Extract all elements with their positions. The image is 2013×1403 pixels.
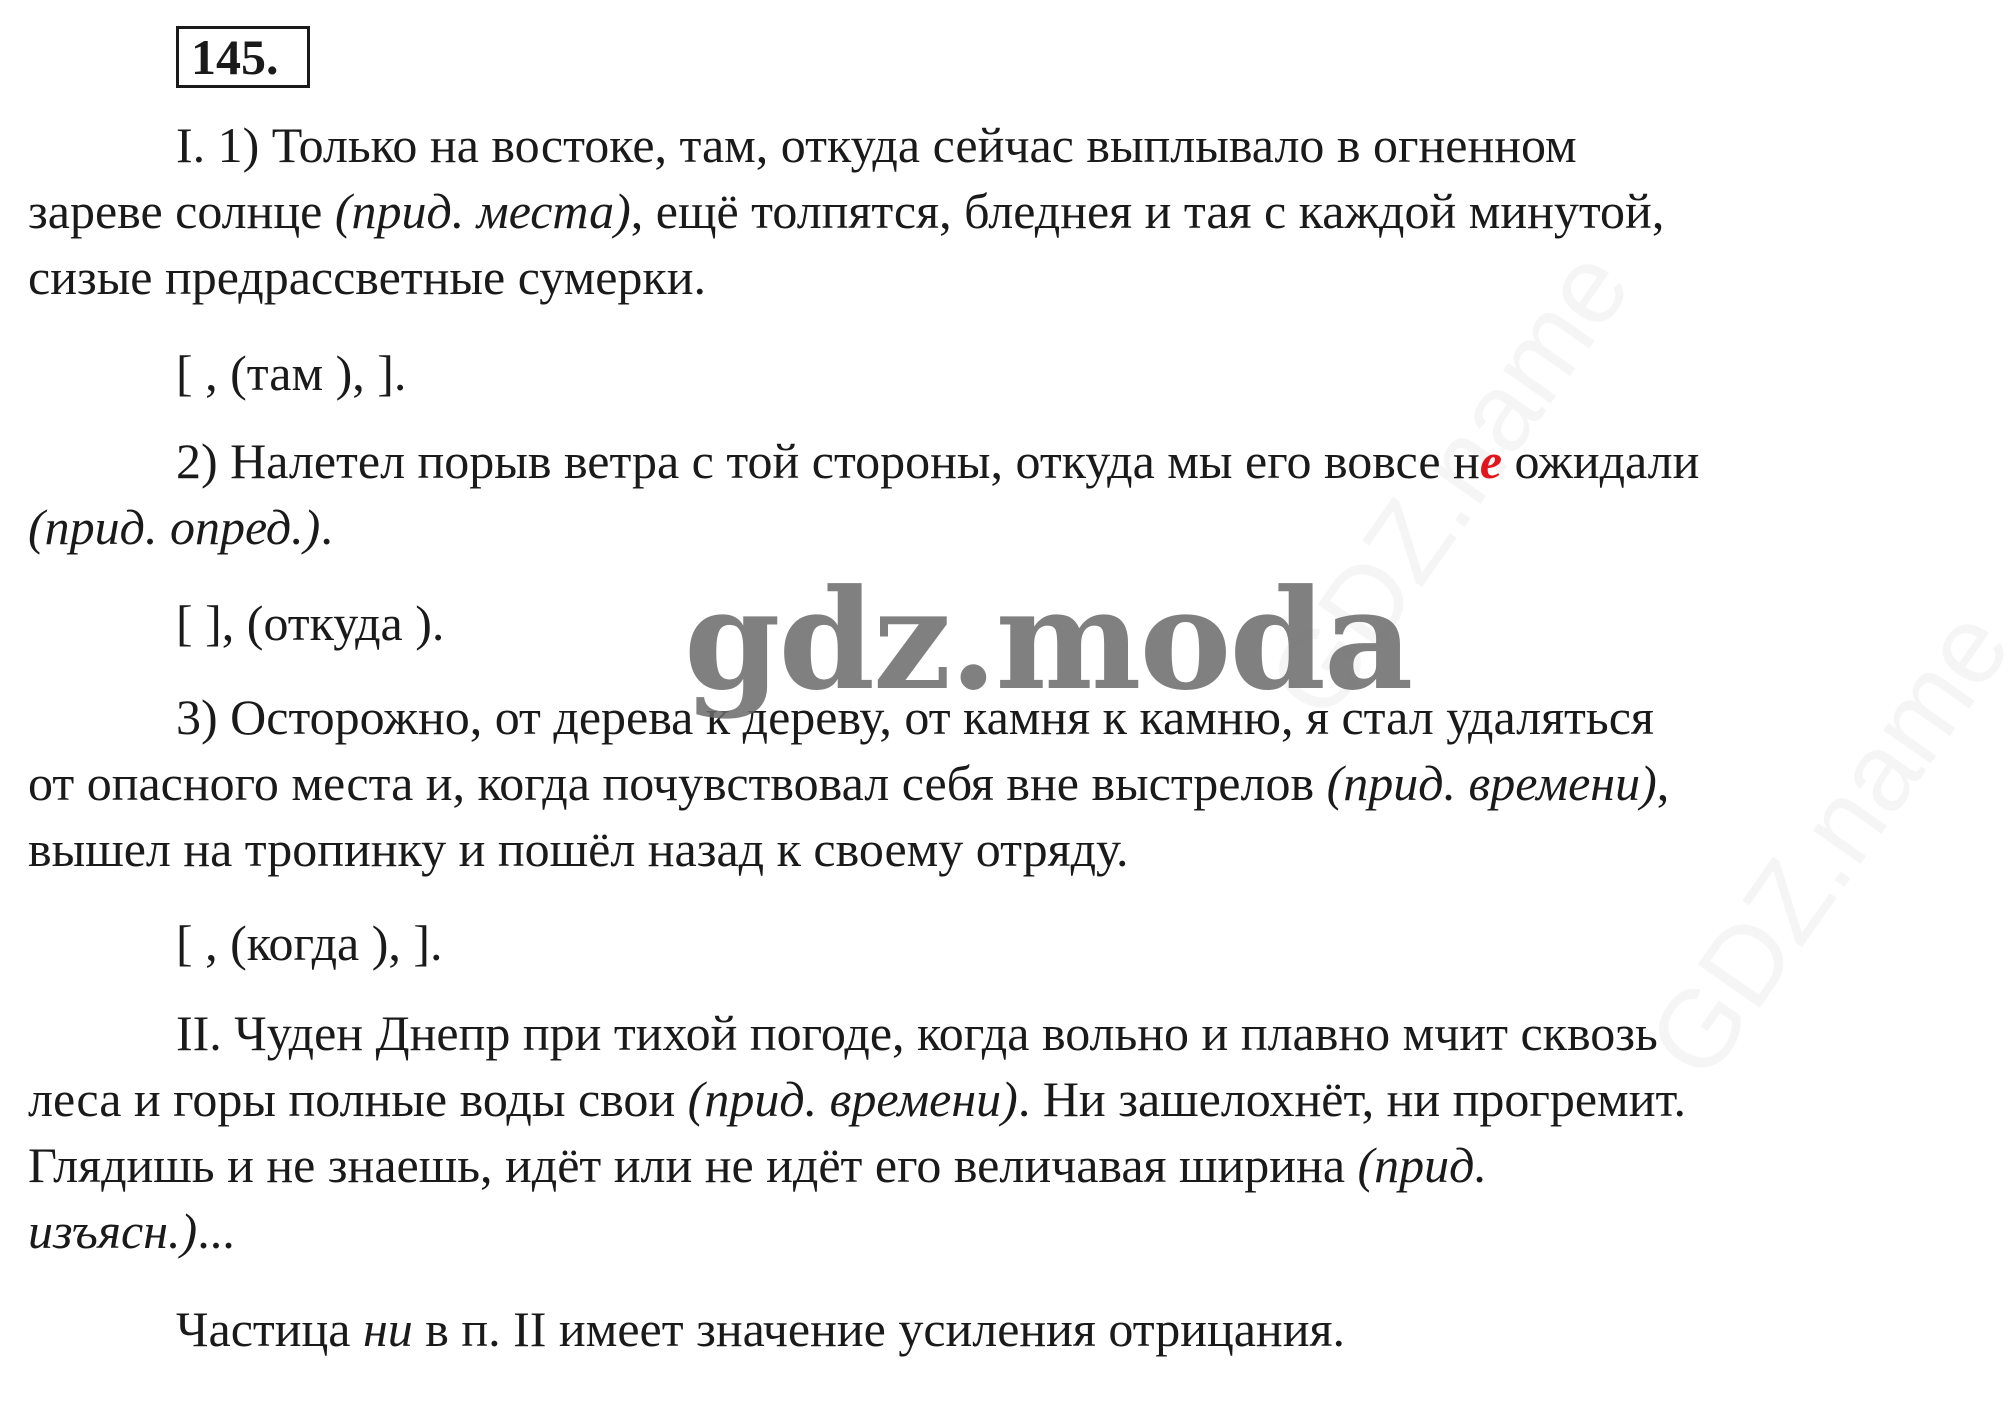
clause-annotation: (прид. времени) [687, 1071, 1018, 1127]
exercise-number: 145. [176, 26, 310, 88]
text-line [28, 1132, 1487, 1198]
sentence-scheme: [ ], (откуда ). [176, 595, 445, 651]
text-line: I. 1) Только на востоке, там, откуда сейчас выплывало в огненном [176, 117, 1577, 173]
text-line [28, 1066, 1686, 1132]
text-line: II. Чуден Днепр при тихой погоде, когда вольно и плавно мчит сквозь [176, 1005, 1658, 1061]
text-span: , ещё толпятся, бледнея и тая с каждой минутой, [630, 183, 1665, 239]
text-line: сизые предрассветные сумерки. [28, 249, 706, 305]
sentence-scheme: [ , (там ), ]. [176, 345, 407, 401]
site-watermark: gdz.moda [684, 558, 1412, 721]
text-span: . [320, 499, 333, 555]
text-line [28, 178, 1664, 244]
highlighted-letter: е [1479, 433, 1503, 489]
text-span: от опасного места и, когда почувствовал себя вне выстрелов [28, 755, 1327, 811]
text-line: вышел на тропинку и пошёл назад к своему отряду. [28, 821, 1129, 877]
text-span: ожидали [1502, 433, 1700, 489]
text-span: . Ни зашелохнёт, ни прогремит. [1017, 1071, 1687, 1127]
text-span: ... [197, 1203, 235, 1259]
text-line [28, 750, 1669, 816]
sentence-scheme: [ , (когда ), ]. [176, 915, 443, 971]
clause-annotation: (прид. [1357, 1137, 1487, 1193]
text-span: 2) Налетел порыв ветра с той стороны, откуда мы его вовсе н [176, 433, 1480, 489]
particle-word: ни [362, 1301, 413, 1357]
text-span: леса и горы полные воды свои [28, 1071, 688, 1127]
text-span: зареве солнце [28, 183, 335, 239]
clause-annotation: (прид. опред.) [28, 499, 321, 555]
text-line [176, 1296, 1345, 1362]
text-line [28, 1198, 235, 1264]
background-watermark [1623, 587, 2013, 1100]
text-line: 3) Осторожно, от дерева к дереву, от камня к камню, я стал удаляться [176, 689, 1654, 745]
text-span: Глядишь и не знаешь, идёт или не идёт его величавая ширина [28, 1137, 1358, 1193]
clause-annotation: (прид. места) [334, 183, 631, 239]
clause-annotation: (прид. времени) [1326, 755, 1657, 811]
clause-annotation: изъясн.) [28, 1203, 198, 1259]
text-span: , [1656, 755, 1670, 811]
text-line [176, 428, 1699, 494]
text-span: в п. II имеет значение усиления отрицания. [412, 1301, 1345, 1357]
text-span: Частица [176, 1301, 363, 1357]
text-line [28, 494, 333, 560]
